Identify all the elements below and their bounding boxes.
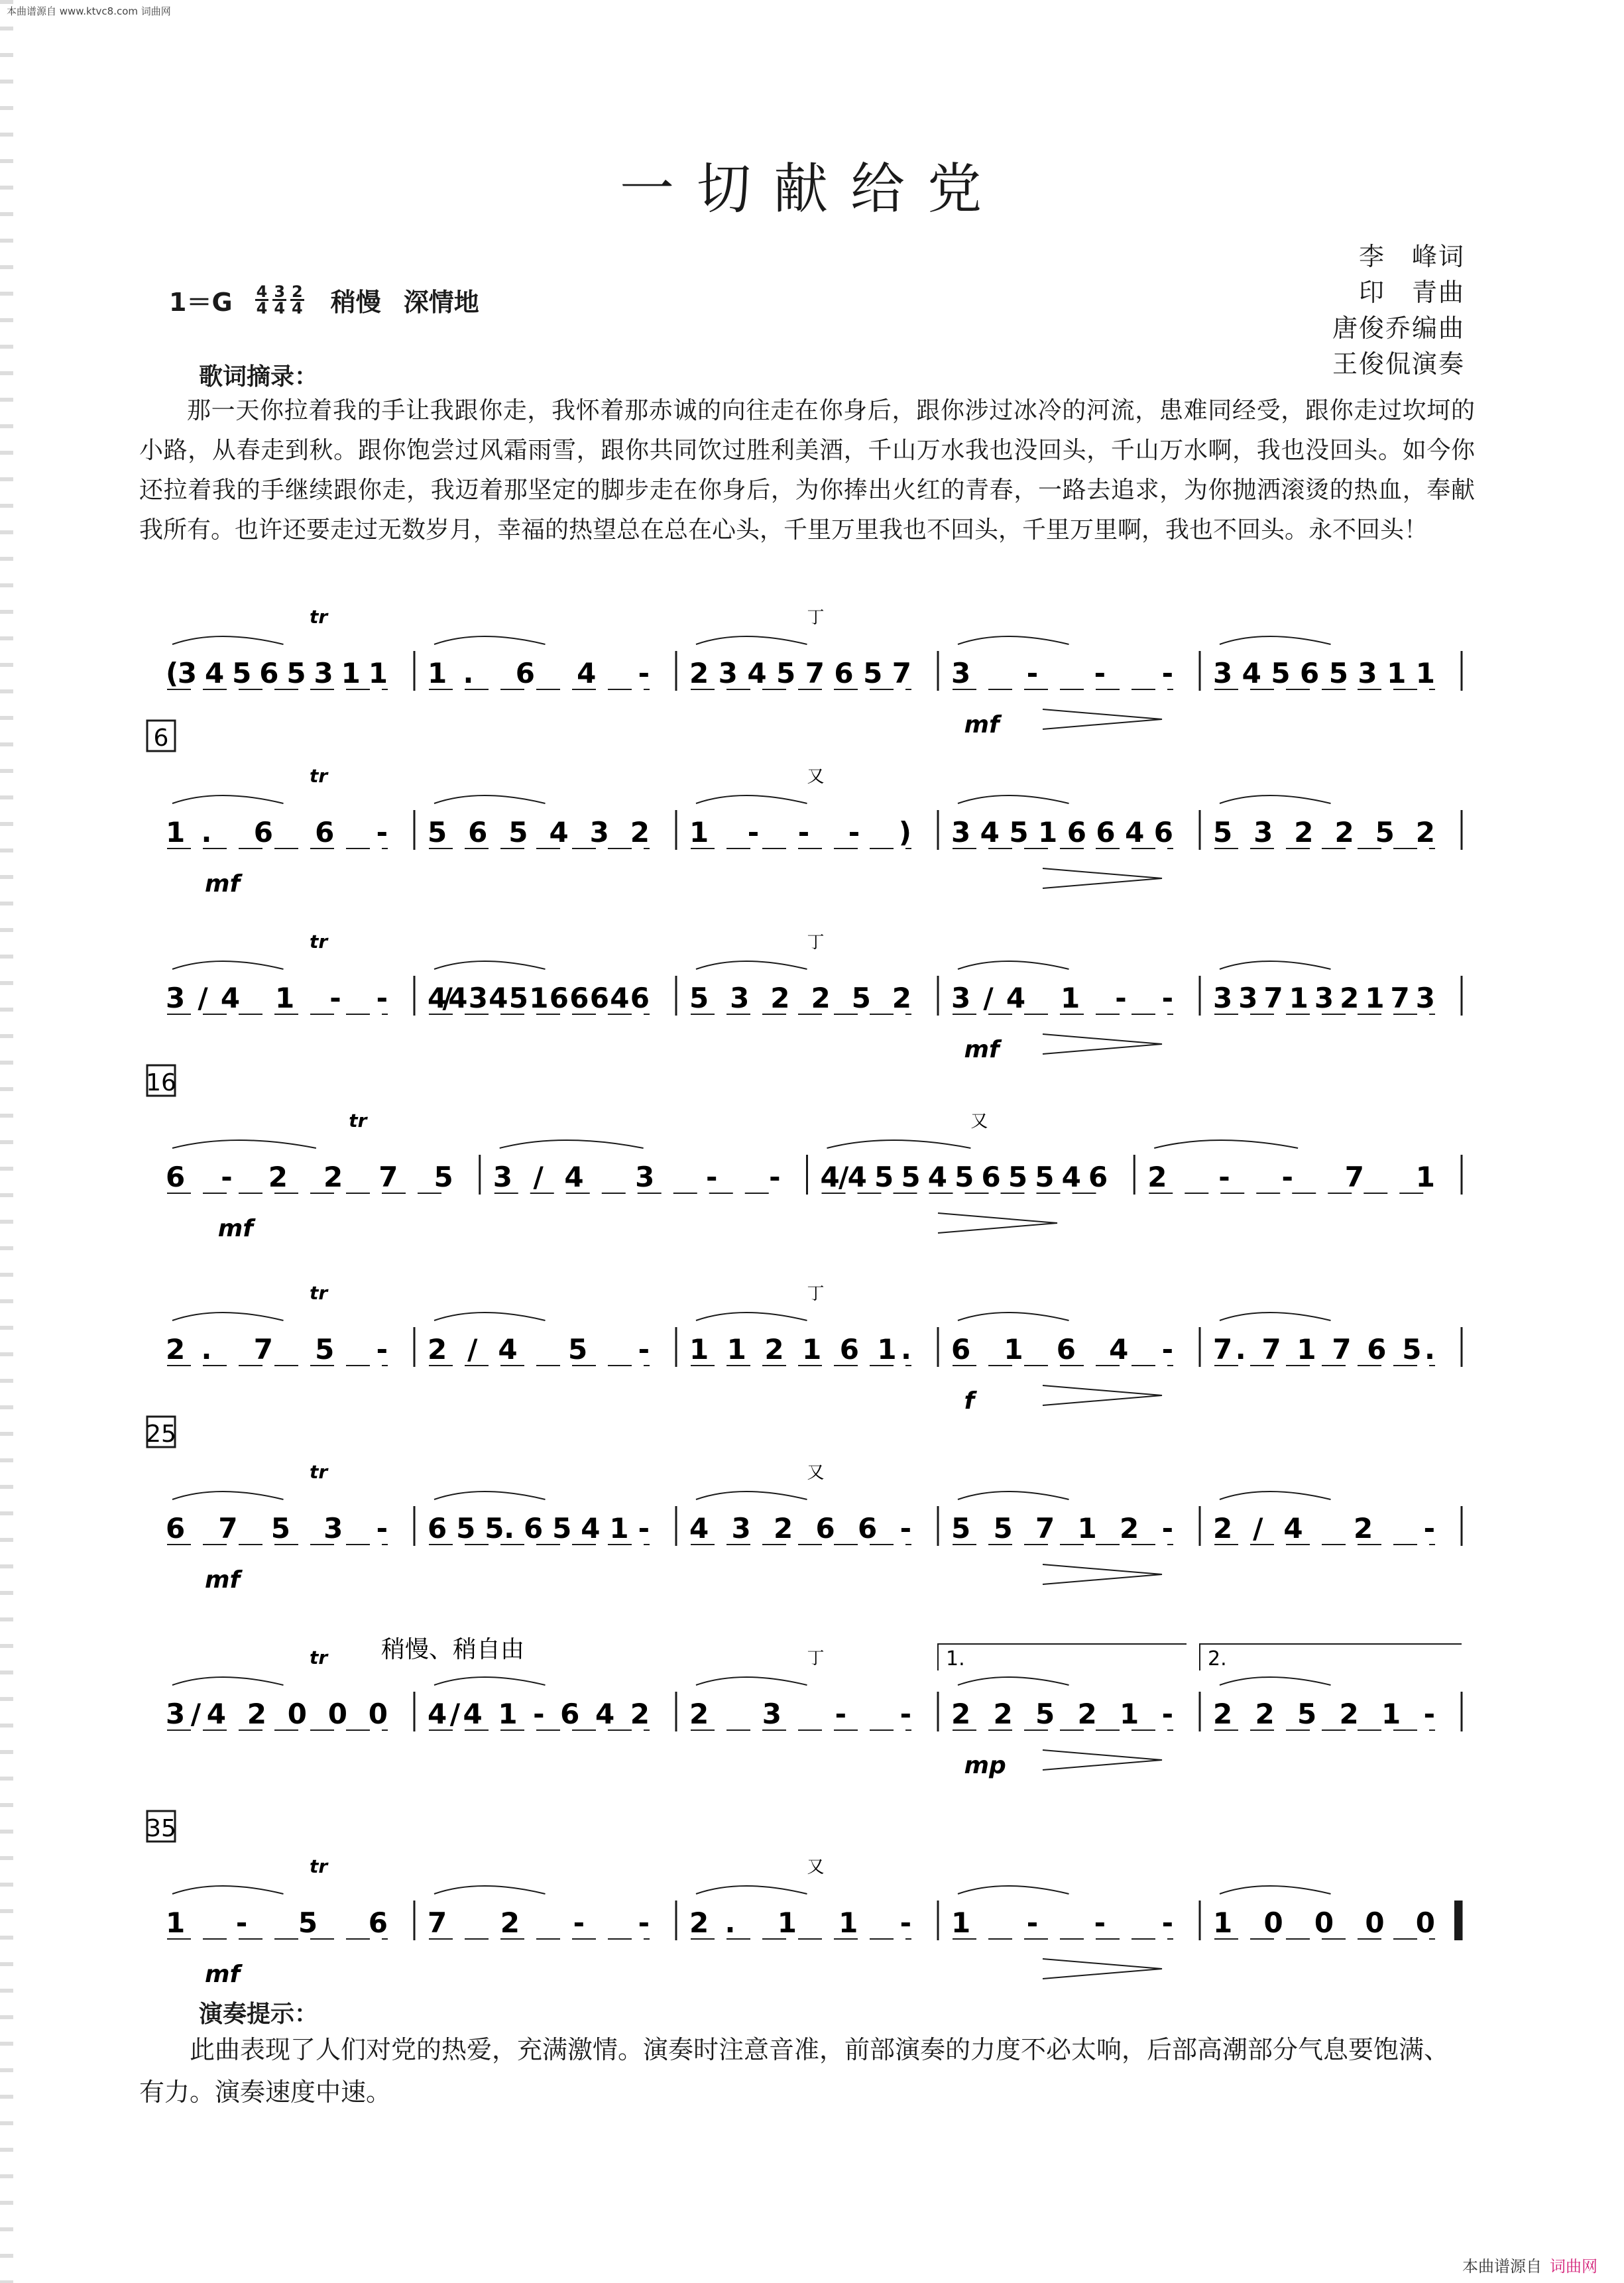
slur xyxy=(172,1886,284,1894)
measure-notes: 1. 6 4 - xyxy=(428,657,650,689)
slur xyxy=(696,1492,807,1499)
measure-notes: 2 3 - - xyxy=(689,1698,911,1730)
dynamic-mark: mf xyxy=(964,1036,1000,1063)
measure-notes: 3 3 7 1 3 2 1 7 3 xyxy=(1213,982,1435,1014)
tempo-marking: 稍慢 xyxy=(330,288,381,317)
slur xyxy=(958,1313,1069,1320)
hairpin xyxy=(1043,868,1162,888)
hairpin xyxy=(1043,1750,1162,1770)
lyrics-heading: 歌词摘录： xyxy=(199,363,319,390)
dynamic-mark: mf xyxy=(205,1961,241,1988)
trill-mark: tr xyxy=(310,606,328,628)
slur xyxy=(958,961,1069,969)
measure-notes: 3/4 2 0 0 0 xyxy=(166,1698,388,1730)
measure-notes: (3 4 5 6 5 3 1 1 xyxy=(166,657,388,689)
credit-composer: 印 青曲 xyxy=(1358,278,1465,307)
slur xyxy=(958,636,1069,644)
slur xyxy=(958,1677,1069,1685)
measure-notes: 3 4 5 1 6 6 4 6 xyxy=(951,816,1173,849)
slur xyxy=(696,961,807,969)
tempo-change-marking: 稍慢、稍自由 xyxy=(381,1636,525,1663)
hairpin xyxy=(1043,1564,1162,1584)
measure-notes: 3 - - - xyxy=(951,657,1173,689)
measure-number: 35 xyxy=(146,1815,176,1842)
slur xyxy=(172,636,284,644)
key-signature: 1＝G xyxy=(169,288,233,317)
slur xyxy=(958,795,1069,803)
measure-notes: 3/4 3 - - xyxy=(493,1161,781,1193)
trill-mark: tr xyxy=(310,1461,328,1483)
measure-notes: 1 0 0 0 0 xyxy=(1213,1906,1435,1939)
ornament-mark: 丁 xyxy=(807,608,825,628)
slur xyxy=(827,1140,971,1148)
slur xyxy=(500,1140,644,1148)
measure-notes: 3/4 1 - - xyxy=(951,982,1173,1014)
slur xyxy=(1154,1140,1298,1148)
slur xyxy=(434,1677,546,1685)
measure-number: 25 xyxy=(146,1421,176,1448)
dynamic-mark: f xyxy=(964,1387,975,1415)
expression-marking: 深情地 xyxy=(403,288,479,317)
trill-mark: tr xyxy=(310,1855,328,1877)
measure-notes: 2 2 5 2 1 - xyxy=(1213,1698,1435,1730)
measure-notes: 5 6 5 4 3 2 xyxy=(428,816,650,849)
measure-notes: 2. 1 1 - xyxy=(689,1906,911,1939)
slur xyxy=(1220,1313,1331,1320)
slur xyxy=(172,961,284,969)
ornament-mark: 丁 xyxy=(807,1284,825,1304)
hairpin xyxy=(1043,1959,1162,1979)
ornament-mark: 丁 xyxy=(807,1649,825,1668)
measure-number: 6 xyxy=(153,725,169,752)
hairpin xyxy=(1043,1385,1162,1405)
dynamic-mark: mf xyxy=(964,711,1000,738)
slur xyxy=(1220,1492,1331,1499)
measure-notes: 2. 7 5 - xyxy=(166,1333,388,1366)
watermark-bottom-right: 词曲网 xyxy=(1550,2257,1597,2276)
measure-notes: 3/4 1 - - xyxy=(166,982,388,1014)
measure-notes: 5 3 2 2 5 2 xyxy=(689,982,911,1014)
measure-notes: 1 - - - xyxy=(951,1906,1173,1939)
measure-notes: 1. 6 6 - xyxy=(166,816,388,849)
credit-arranger: 唐俊乔编曲 xyxy=(1332,314,1465,343)
performance-notes-text: 此曲表现了人们对党的热爱，充满激情。演奏时注意音准，前部演奏的力度不必太响，后部高潮部分气息要饱满、有力。演奏速度中速。 xyxy=(139,2035,1450,2107)
slur xyxy=(958,1492,1069,1499)
measure-notes: 1 1 2 1 6 1. xyxy=(689,1333,911,1366)
time-signature-4-4: 4 4 xyxy=(256,282,268,318)
time-signature-3-4: 3 4 xyxy=(274,282,286,318)
ornament-mark: 又 xyxy=(807,1857,825,1877)
slur xyxy=(1220,636,1331,644)
time-signature-2-4: 2 4 xyxy=(292,282,303,318)
measure-notes: 6 1 6 4 - xyxy=(951,1333,1173,1366)
volta-label-2: 2. xyxy=(1208,1647,1227,1670)
slur xyxy=(696,795,807,803)
trill-mark: tr xyxy=(310,765,328,787)
trill-mark: tr xyxy=(310,1647,328,1668)
watermark-top: 本曲谱源自 www.ktvc8.com 词曲网 xyxy=(7,5,171,17)
measure-notes: 7 2 - - xyxy=(428,1906,650,1939)
credit-performer: 王俊侃演奏 xyxy=(1332,349,1465,379)
measure-notes: 4/4 1 - 6 4 2 xyxy=(428,1698,650,1730)
credit-lyricist: 李 峰词 xyxy=(1358,242,1465,271)
dynamic-mark: mf xyxy=(205,1566,241,1594)
measure-notes: 3 4 5 6 5 3 1 1 xyxy=(1213,657,1435,689)
slur xyxy=(696,636,807,644)
slur xyxy=(1220,961,1331,969)
volta-bracket-1 xyxy=(938,1644,1187,1670)
dynamic-mark: mf xyxy=(205,870,241,898)
slur xyxy=(172,1140,316,1148)
slur xyxy=(172,1313,284,1320)
slur xyxy=(172,795,284,803)
measure-notes: 5 3 2 2 5 2 xyxy=(1213,816,1435,849)
measure-notes: 1 - - - ) xyxy=(689,816,911,849)
measure-notes: 5 5 7 1 2 - xyxy=(951,1512,1173,1545)
measure-notes: 2/4 2 - xyxy=(1213,1512,1435,1545)
measure-notes: 4/4 5 5 4 5 6 5 5 4 6 xyxy=(820,1161,1108,1193)
slur xyxy=(1220,1677,1331,1685)
measure-notes: 4/4 3 4 5 1 6 6 6 4 6 xyxy=(428,982,650,1014)
watermark-bottom-left: 本曲谱源自 xyxy=(1462,2257,1542,2276)
dynamic-mark: mp xyxy=(964,1752,1006,1779)
slur xyxy=(434,961,546,969)
trill-mark: tr xyxy=(310,931,328,953)
ornament-mark: 又 xyxy=(807,1463,825,1483)
slur xyxy=(696,1886,807,1894)
slur xyxy=(958,1886,1069,1894)
trill-mark: tr xyxy=(310,1282,328,1304)
hairpin xyxy=(1043,1034,1162,1054)
slur xyxy=(434,1886,546,1894)
slur xyxy=(434,1313,546,1320)
measure-notes: 1 - 5 6 xyxy=(166,1906,388,1939)
slur xyxy=(696,1313,807,1320)
measure-notes: 2 - - 7 1 xyxy=(1147,1161,1435,1193)
measure-notes: 2 2 5 2 1 - xyxy=(951,1698,1173,1730)
ornament-mark: 又 xyxy=(807,767,825,787)
slur xyxy=(434,636,546,644)
measure-notes: 2 3 4 5 7 6 5 7 xyxy=(689,657,911,689)
watermark-bottom xyxy=(1462,2253,1597,2276)
slur xyxy=(1220,795,1331,803)
slur xyxy=(434,1492,546,1499)
slur xyxy=(172,1492,284,1499)
ornament-mark: 丁 xyxy=(807,933,825,953)
slur xyxy=(434,795,546,803)
volta-label-1: 1. xyxy=(946,1647,965,1670)
slur xyxy=(172,1677,284,1685)
measure-notes: 4 3 2 6 6 - xyxy=(689,1512,911,1545)
lyrics-text: 那一天你拉着我的手让我跟你走，我怀着那赤诚的向往走在你身后，跟你涉过冰冷的河流，患难同经受，跟你走过坎坷的小路，从春走到秋。跟你饱尝过风霜雨雪，跟你共同饮过胜利美酒，千山万水我也没回头，千山万水啊，我也没回头。如今你还拉着我的手继续跟你走，我迈着那坚定的脚步走在你身后，为你捧出火红的青春，一路去追求，为你抛洒滚烫的热血，奉献我所有。也许还要走过无数岁月，幸福的热望总在总在心头，千里万里我也不回头，千里万里啊，我也不回头。永不回头！ xyxy=(139,397,1475,544)
dynamic-mark: mf xyxy=(217,1215,253,1242)
measure-notes: 6 7 5 3 - xyxy=(166,1512,388,1545)
song-title: 一切献给党 xyxy=(619,158,1004,221)
measure-number: 16 xyxy=(146,1069,176,1096)
measure-notes: 6 - 2 2 7 5 xyxy=(166,1161,453,1193)
performance-notes-heading: 演奏提示： xyxy=(199,2001,319,2028)
slur xyxy=(1220,1886,1331,1894)
slur xyxy=(696,1677,807,1685)
measure-notes: 7. 7 1 7 6 5. xyxy=(1213,1333,1435,1366)
hairpin xyxy=(1043,709,1162,729)
trill-mark: tr xyxy=(349,1110,367,1132)
volta-bracket-2 xyxy=(1200,1644,1462,1670)
ornament-mark: 又 xyxy=(970,1112,988,1132)
measure-notes: 6 5 5. 6 5 4 1 - xyxy=(428,1512,650,1545)
measure-notes: 2/4 5 - xyxy=(428,1333,650,1366)
hairpin xyxy=(938,1213,1057,1233)
